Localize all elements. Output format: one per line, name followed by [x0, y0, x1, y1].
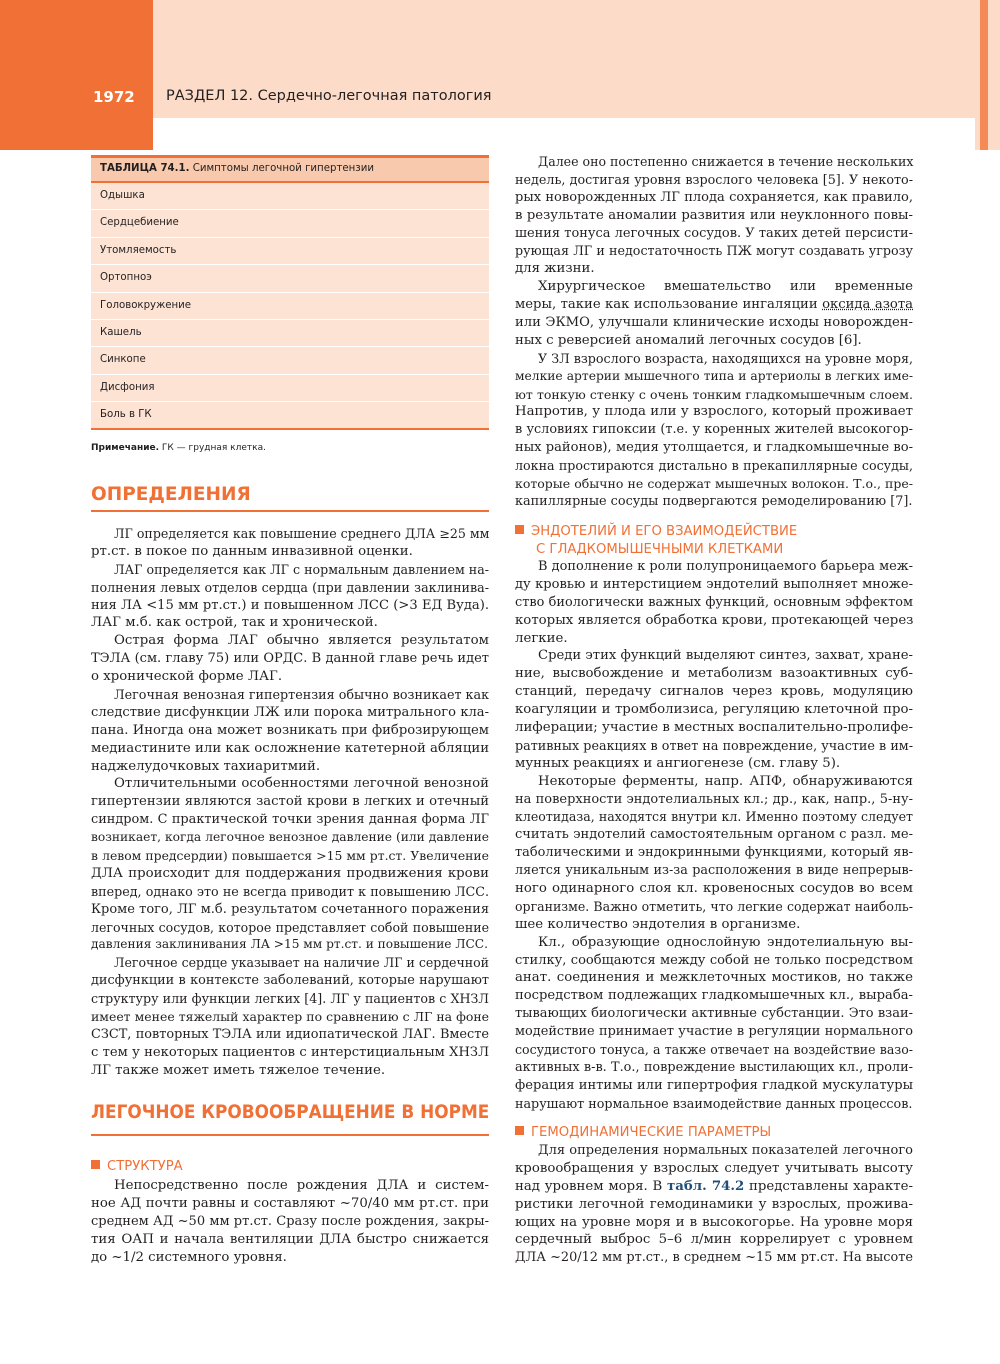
- text-line: шее количество эндотелия в организме.: [515, 916, 801, 932]
- text-line: Отличительными особенностями легочной венозной: [114, 776, 489, 792]
- text-line: Легочное сердце указывает на наличие ЛГ и сердечной: [114, 955, 489, 971]
- text-line: ЛАГ определяется как ЛГ с нормальным давлением на-: [114, 561, 489, 577]
- subheading-text: ЭНДОТЕЛИЙ И ЕГО ВЗАИМОДЕЙСТВИЕ: [531, 524, 798, 539]
- square-bullet-icon: [91, 1160, 100, 1169]
- table-title: [91, 155, 489, 183]
- text-line: имеет менее тяжелый характер по сравнению с ЛГ на фоне: [91, 1009, 489, 1025]
- text-line: легочных сосудов, которое представляет собой повышение: [91, 919, 489, 935]
- text-line: стилку, сообщаются между собой не только посредством: [515, 952, 913, 968]
- text-line: модействие принимает участие в регуляции нормального: [515, 1024, 913, 1040]
- text-line: в результате аномалии развития или неуклонного повы-: [515, 207, 913, 223]
- text-line: мелкие артерии мышечного типа и артериолы в легких име-: [515, 368, 913, 383]
- heading-rule: [91, 1134, 489, 1136]
- text-line: Непосредственно после рождения ДЛА и систем-: [114, 1178, 489, 1193]
- table-row: Боль в ГК: [91, 402, 489, 429]
- text-line: [515, 296, 913, 314]
- text-line: Некоторые ферменты, напр. АПФ, обнаруживаются: [538, 773, 913, 789]
- table-note: [91, 443, 266, 453]
- text-line: станций, передачу сигналов через кровь, модуляцию: [515, 684, 913, 700]
- table-row: Утомляемость: [91, 238, 489, 265]
- text-line: которых является обработка крови, протекающей через: [515, 612, 914, 628]
- table-row: Сердцебиение: [91, 210, 489, 237]
- text-line: на поверхности эндотелиальных кл.; др., как, напр., 5-ну-: [515, 791, 913, 807]
- text-line: [515, 1178, 913, 1196]
- note-label: Примечание.: [91, 443, 160, 453]
- text-line: кровообращения у взрослых следует учитывать высоту: [515, 1160, 913, 1176]
- text-line: легкие.: [515, 630, 568, 646]
- text-line: о хронической форме ЛАГ.: [91, 669, 283, 685]
- text-line: ративных реакциях в ответ на повреждение, участие в им-: [515, 737, 913, 753]
- structure-paragraph: [91, 1177, 489, 1266]
- text-line: ДЛА происходит для поддержания продвижения крови: [91, 865, 489, 881]
- text-line: или ЭКМО, улучшали клинические исходы новорожден-: [515, 315, 913, 331]
- square-bullet-icon: [515, 525, 524, 534]
- text-line: ТЭЛА (см. главу 75) или ОРДС. В данной главе речь идет: [91, 651, 489, 667]
- text-line: рых новорожденных ЛГ плода сохраняется, как правило,: [515, 189, 913, 205]
- text-line: анат. соединения и межклеточных мостиков, но также: [515, 970, 913, 986]
- table-row: Головокружение: [91, 293, 489, 320]
- text-line: ных с реверсией аномалий легочных сосудов [6].: [515, 332, 862, 348]
- text-line: мунных реакциях и ангиогенезе (см. главу 5).: [515, 755, 841, 771]
- text-line: Напротив, у плода или у взрослого, который проживает: [515, 404, 913, 420]
- text-line: следствие дисфункции ЛЖ или порока митрального кла-: [91, 704, 489, 720]
- text-line: ное АД почти равны и составляют ~70/40 мм рт.ст. при: [91, 1195, 489, 1211]
- subheading-text: С ГЛАДКОМЫШЕЧНЫМИ КЛЕТКАМИ: [536, 542, 784, 557]
- text-line: Для определения нормальных показателей легочного: [538, 1143, 913, 1158]
- heading-pulmonary-circulation: ЛЕГОЧНОЕ КРОВООБРАЩЕНИЕ В НОРМЕ: [91, 1102, 490, 1123]
- hemodynamics-paragraph: [515, 1142, 913, 1267]
- text-line: ния ЛА <15 мм рт.ст.) и повышенном ЛСС (>3 ЕД Вуда).: [91, 597, 489, 613]
- text-line: среднем АД ~50 мм рт.ст. Сразу после рождения, закры-: [91, 1213, 489, 1229]
- text-line: до ~1/2 системного уровня.: [91, 1249, 287, 1265]
- text-line: В дополнение к роли полупроницаемого барьера меж-: [538, 559, 913, 574]
- text-line: с тем у некоторых пациентов с интерстициальным ХНЗЛ: [91, 1044, 489, 1060]
- text-line: сосудистого тонуса, а также отвечает на воздействие вазо-: [515, 1042, 913, 1058]
- text-line: У ЗЛ взрослого возраста, находящихся на уровне моря,: [538, 350, 914, 366]
- text-line: таболическими и эндокринными функциями, который яв-: [515, 845, 913, 861]
- text-line: Далее оно постепенно снижается в течение нескольких: [538, 154, 914, 169]
- text-line: тывающих биологически активные субстанции. Это взаи-: [515, 1006, 913, 1022]
- text-line: ляется уникальным из-за расположения в виде непрерыв-: [515, 863, 913, 879]
- text-line: сердечный выброс 5–6 л/мин коррелирует с уровнем: [515, 1232, 913, 1248]
- text-line: в условиях гипоксии (т.е. у коренных жителей высокогор-: [515, 422, 913, 438]
- square-bullet-icon: [515, 1126, 524, 1135]
- text-line: ферация интимы или гипертрофия гладкой мускулатуры: [515, 1077, 913, 1093]
- text-line: в левом предсердии) повышается >15 мм рт.ст. Увеличение: [91, 848, 489, 864]
- text-line: Среди этих функций выделяют синтез, захват, хране-: [538, 648, 913, 664]
- text-line: посредством подлежащих гладкомышечных кл., выраба-: [515, 988, 913, 1004]
- note-text: ГК — грудная клетка.: [159, 443, 266, 453]
- text-line: ных районов), медия утолщается, и гладкомышечные во-: [515, 440, 913, 456]
- table-row: Ортопноэ: [91, 265, 489, 292]
- subheading-hemodynamics: [515, 1124, 771, 1142]
- text-line: для жизни.: [515, 261, 595, 277]
- heading-rule: [91, 510, 489, 512]
- underlined-term: оксида азота: [822, 297, 913, 313]
- text-line: ристики легочной гемодинамики у взрослых, прожива-: [515, 1196, 913, 1212]
- table-caption: Симптомы легочной гипертензии: [189, 163, 374, 174]
- text-line: ют тонкую стенку с очень тонким гладкомышечным слоем.: [515, 386, 913, 402]
- running-title: РАЗДЕЛ 12. Сердечно-легочная патология: [166, 88, 492, 104]
- page-number: 1972: [93, 88, 135, 106]
- definitions-paragraph: [91, 525, 489, 1080]
- text-line: рующая ЛГ и недостаточность ПЖ могут создавать угрозу: [515, 243, 913, 259]
- text-line: медиастините или как осложнение катетерной абляции: [91, 740, 490, 756]
- right-paragraphs-top: [515, 153, 913, 511]
- heading-definitions: ОПРЕДЕЛЕНИЯ: [91, 484, 251, 505]
- table-reference-link[interactable]: табл. 74.2: [667, 1178, 745, 1194]
- text-line: гипертензии являются застой крови в легких и отечный: [91, 794, 489, 810]
- text-line: синдром. С практической точки зрения данная форма ЛГ: [91, 812, 489, 828]
- subheading-text: ГЕМОДИНАМИЧЕСКИЕ ПАРАМЕТРЫ: [531, 1125, 772, 1140]
- table-label: ТАБЛИЦА 74.1.: [100, 163, 190, 174]
- text-fragment: представлены характе-: [744, 1178, 913, 1194]
- text-line: считать эндотелий самостоятельным органом с разл. ме-: [515, 827, 913, 843]
- text-line: пана. Иногда она может возникать при фиброзирующем: [91, 722, 489, 738]
- text-line: ду кровью и интерстицием эндотелий выполняет множе-: [515, 576, 913, 592]
- text-line: Легочная венозная гипертензия обычно возникает как: [114, 687, 490, 703]
- text-line: лиферации; участие в местных воспалительно-пролифе-: [515, 720, 913, 736]
- table-row: Синкопе: [91, 347, 489, 374]
- text-line: ние, высвобождение и метаболизм вазоактивных суб-: [515, 666, 913, 682]
- text-line: нарушают нормальное взаимодействие данных процессов.: [515, 1095, 913, 1111]
- header-right-strip: [980, 0, 988, 150]
- text-line: Хирургическое вмешательство или временные: [538, 279, 913, 295]
- text-line: коагуляции и тромболизиса, регуляцию клеточной про-: [515, 702, 913, 718]
- text-line: Кроме того, ЛГ м.б. результатом сочетанного поражения: [91, 901, 489, 917]
- text-line: ЛГ определяется как повышение среднего ДЛА ≥25 мм: [114, 526, 490, 541]
- header-band: [0, 0, 1000, 150]
- text-line: дисфункции в контексте заболеваний, которые нарушают: [91, 973, 489, 989]
- text-line: Кл., образующие однослойную эндотелиальную вы-: [538, 934, 913, 950]
- text-line: давления заклинивания ЛА >15 мм рт.ст. и повышение ЛСС.: [91, 937, 488, 952]
- text-fragment: меры, такие как использование ингаляции: [515, 297, 823, 313]
- text-line: полнения левых отделов сердца (при давлении заклинива-: [91, 579, 489, 595]
- subheading-structure: [91, 1158, 183, 1176]
- text-line: капиллярные сосуды подвергаются ремоделированию [7].: [515, 493, 913, 509]
- text-line: структуру или функции легких [4]. ЛГ у пациентов с ХНЗЛ: [91, 991, 489, 1007]
- text-line: тия ОАП и начала вентиляции ДЛА быстро снижается: [91, 1231, 489, 1247]
- text-line: ЛАГ м.б. как острой, так и хронической.: [91, 615, 378, 631]
- text-line: ного одинарного слоя кл. кровеносных сосудов во всем: [515, 881, 913, 897]
- table-row: Кашель: [91, 320, 489, 347]
- text-line: организме. Важно отметить, что легкие содержат наиболь-: [515, 898, 913, 914]
- table-row: Дисфония: [91, 375, 489, 402]
- text-line: клеотидаза, находятся внутри кл. Именно поэтому следует: [515, 809, 913, 825]
- text-line: наджелудочковых тахиаритмий.: [91, 758, 321, 774]
- text-line: Острая форма ЛАГ обычно является результатом: [114, 633, 489, 649]
- subheading-endothelium: [515, 523, 797, 559]
- text-line: рт.ст. в покое по данным инвазивной оценки.: [91, 543, 413, 559]
- text-line: возникает, когда легочное венозное давление (или давление: [91, 830, 489, 845]
- subheading-text: СТРУКТУРА: [107, 1159, 183, 1174]
- endothelium-paragraphs: [515, 558, 913, 1113]
- text-line: которые обычно не содержат мышечных волокон. Т.о., пре-: [515, 476, 913, 492]
- header-orange-block: [0, 0, 153, 150]
- text-fragment: над уровнем моря. В: [515, 1178, 667, 1194]
- text-line: ЛГ также может иметь тяжелое течение.: [91, 1062, 386, 1078]
- text-line: ющих на уровне моря и в высокогорье. На уровне моря: [515, 1214, 913, 1230]
- text-line: шения тонуса легочных сосудов. У таких детей персисти-: [515, 225, 913, 241]
- text-line: ДЛА ~20/12 мм рт.ст., в среднем ~15 мм рт.ст. На высоте: [515, 1250, 913, 1266]
- text-line: активных в-в. Т.о., повреждение выстилающих кл., проли-: [515, 1059, 913, 1075]
- text-line: вперед, однако это не всегда приводит к повышению ЛСС.: [91, 883, 489, 899]
- table-row: Одышка: [91, 183, 489, 210]
- text-line: локна простираются дистально в прекапиллярные сосуды,: [515, 458, 913, 474]
- text-line: ство биологически важных функций, основным эффектом: [515, 594, 913, 610]
- text-line: СЗСТ, повторных ТЭЛА или идиопатической ЛАГ. Вместе: [91, 1026, 489, 1042]
- symptoms-table: [91, 155, 489, 430]
- text-line: недель, достигая уровня взрослого человека [5]. У некото-: [515, 171, 913, 187]
